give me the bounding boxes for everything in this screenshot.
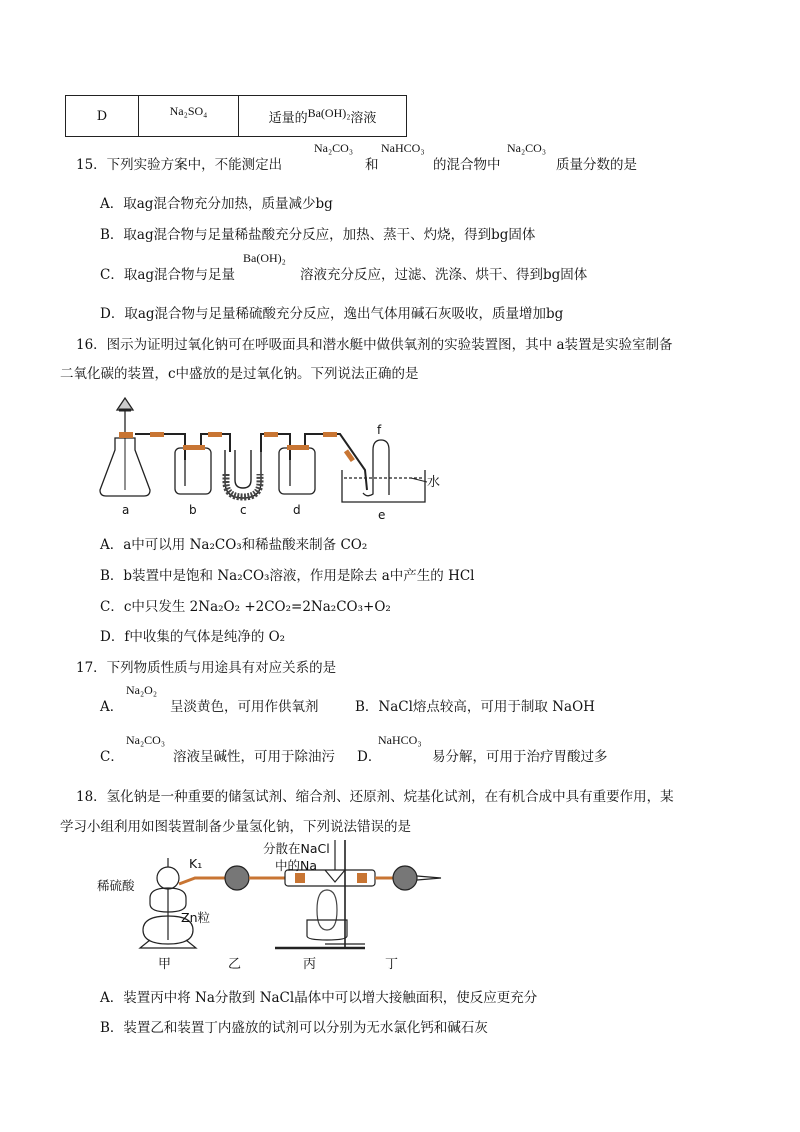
q15-option-c-1: C．取ag混合物与足量 [100,267,236,283]
q15-stem-a: 15．下列实验方案中，不能测定出 [76,157,283,173]
q17-a-formula: Na₂O₂ [126,683,158,697]
q18-option-a: A．装置丙中将 Na分散到 NaCl晶体中可以增大接触面积，使反应更充分 [100,990,538,1006]
q17-d-formula: NaHCO₃ [378,733,422,747]
q18-apparatus-diagram [95,840,445,975]
cell-reagent-prefix: 适量的 [268,110,308,126]
q15-stem-d: 质量分数的是 [556,157,637,173]
q16-apparatus-diagram [95,390,455,522]
table-cell-option [66,96,139,137]
q15-option-c-formula: Ba(OH)₂ [243,251,286,265]
q15-formula-3: Na₂CO₃ [507,141,547,155]
cell-substance-formula: Na₂SO₄ [169,103,208,118]
q15-option-c-2: 溶液充分反应，过滤、洗涤、烘干、得到bg固体 [300,267,588,283]
q15-option-a: A．取ag混合物充分加热，质量减少bg [100,196,333,212]
q16-stem-line1: 16．图示为证明过氧化钠可在呼吸面具和潜水艇中做供氧剂的实验装置图，其中 a装置是实验室制备 [76,337,673,353]
drying-tube-ding [393,866,417,890]
q15-stem-b: 和 [365,157,379,173]
kipp-top-bulb [157,867,179,889]
q16-option-c: C．c中只发生 2Na₂O₂ +2CO₂=2Na₂CO₃+O₂ [100,599,391,615]
q17-stem: 17．下列物质性质与用途具有对应关系的是 [76,660,337,676]
table-row [66,96,407,137]
cell-option-text: D [96,108,108,124]
label-jia: 甲 [158,957,172,972]
label-zn: Zn粒 [181,910,210,925]
q17-a-text: 呈淡黄色，可用作供氧剂 [170,699,319,715]
label-yi: 乙 [228,957,242,972]
q17-d-text: 易分解，可用于治疗胃酸过多 [432,749,608,765]
label-na-line1: 分散在NaCl [263,841,330,856]
funnel-bulb [117,398,133,410]
q16-option-a: A．a中可以用 Na₂CO₃和稀盐酸来制备 CO₂ [100,537,368,553]
q16-option-b: B．b装置中是饱和 Na₂CO₃溶液，作用是除去 a中产生的 HCl [100,568,475,584]
table-cell-substance [139,96,239,137]
q15-stem-c: 的混合物中 [433,157,501,173]
label-f: f [377,423,382,437]
label-na-line2: 中的Na [275,858,318,873]
drying-tube-yi [225,866,249,890]
q16-stem-line2: 二氧化碳的装置，c中盛放的是过氧化钠。下列说法正确的是 [60,366,419,382]
answer-table [65,95,407,137]
q15-option-b: B．取ag混合物与足量稀盐酸充分反应，加热、蒸干、灼烧，得到bg固体 [100,227,536,243]
label-k1: K₁ [189,856,203,871]
label-e: e [378,508,386,522]
table-cell-reagent [239,96,407,137]
label-ding: 丁 [385,957,399,972]
label-bing: 丙 [303,957,317,972]
q15-formula-2: NaHCO₃ [381,141,425,155]
label-dilute-sulfuric-acid: 稀硫酸 [97,878,135,893]
label-water: 水 [427,475,441,490]
q18-option-b: B．装置乙和装置丁内盛放的试剂可以分别为无水氯化钙和碱石灰 [100,1020,488,1036]
cell-reagent-formula: Ba(OH)₂ [307,105,351,120]
q18-stem-line2: 学习小组利用如图装置制备少量氢化钠，下列说法错误的是 [60,819,411,835]
label-b: b [189,503,197,517]
q16-option-d: D．f中收集的气体是纯净的 O₂ [100,629,286,645]
label-d: d [293,503,301,517]
q15-option-d: D．取ag混合物与足量稀硫酸充分反应，逸出气体用碱石灰吸收，质量增加bg [100,306,564,322]
q17-c-text: 溶液呈碱性，可用于除油污 [173,749,335,765]
q17-c-formula: Na₂CO₃ [126,733,166,747]
trough-e [342,470,425,502]
q17-a-label: A． [100,699,124,715]
q17-c-label: C． [100,749,124,765]
q18-stem-line1: 18．氢化钠是一种重要的储氢试剂、缩合剂、还原剂、烷基化试剂，在有机合成中具有重要作用，某 [76,789,674,805]
q15-formula-1: Na₂CO₃ [314,141,354,155]
bottle-d [279,448,315,494]
cell-reagent-suffix: 溶液 [350,110,377,126]
q15-stem [76,153,282,173]
q17-d-label: D． [357,749,382,765]
bottle-b [175,448,211,494]
label-a: a [122,503,130,517]
q17-b-text: B．NaCl熔点较高，可用于制取 NaOH [355,699,595,715]
alcohol-flame [317,890,337,930]
label-c: c [240,503,247,517]
